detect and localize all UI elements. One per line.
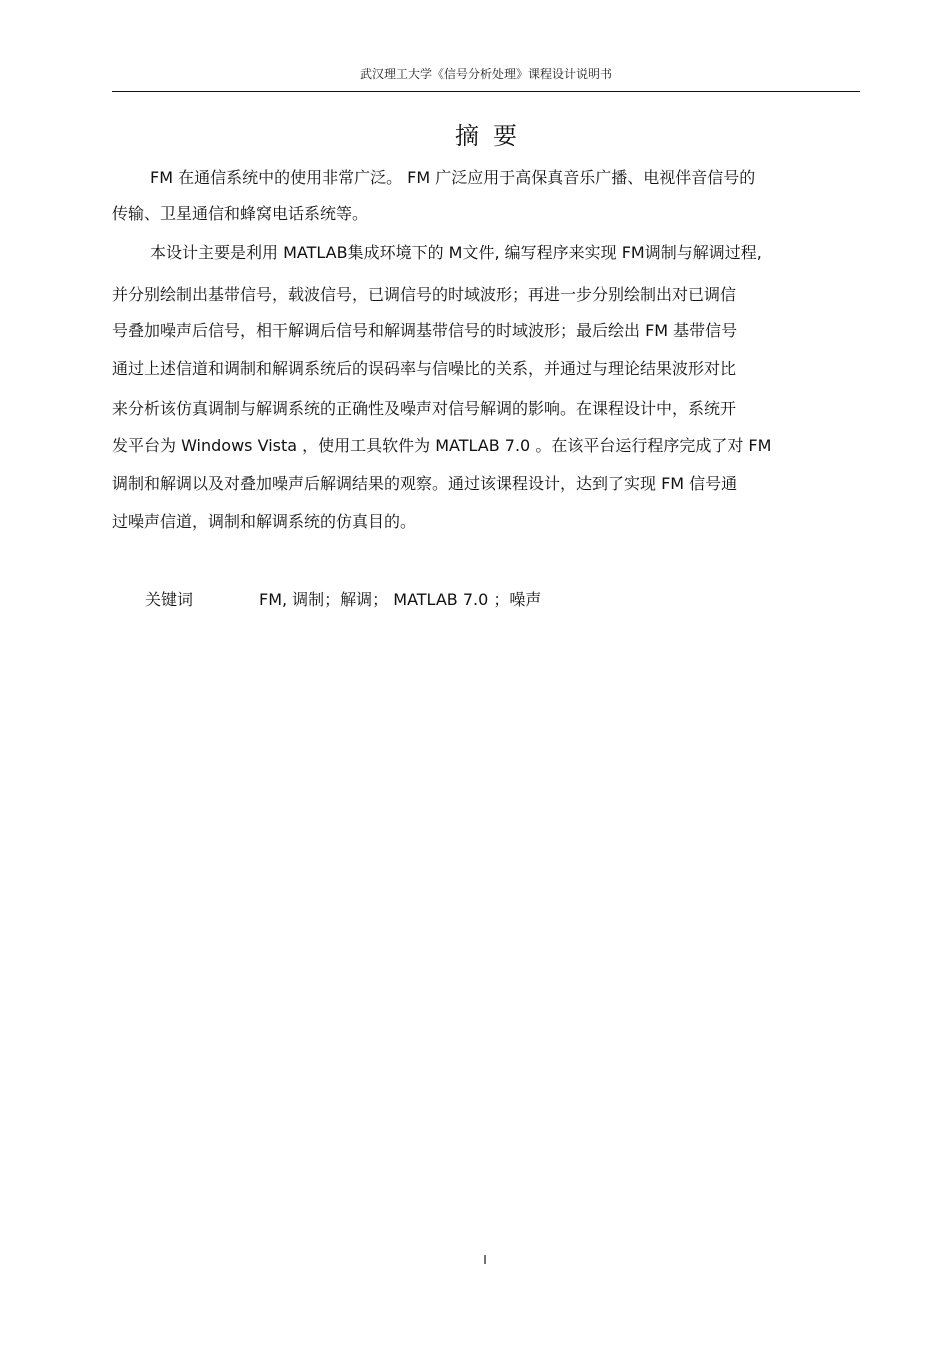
paragraph-1-line-2: 传输、卫星通信和蜂窝电话系统等。 [112,204,369,223]
keywords-label: 关键词 [145,590,194,609]
keywords-line [145,588,845,612]
paragraph-2-line-7: 调制和解调以及对叠加噪声后解调结果的观察。通过该课程设计，达到了实现 FM 信号通 [112,474,738,493]
paragraph-2-line-3: 号叠加噪声后信号，相干解调后信号和解调基带信号的时域波形；最后绘出 FM 基带信号 [112,321,738,340]
page-number: I [483,1253,487,1267]
paragraph-2-line-8: 过噪声信道，调制和解调系统的仿真目的。 [112,512,417,531]
page-header: 武汉理工大学《信号分析处理》课程设计说明书 [112,64,860,92]
keywords-value: FM, 调制；解调； MATLAB 7.0 ；噪声 [259,590,542,609]
paragraph-2-line-5: 来分析该仿真调制与解调系统的正确性及噪声对信号解调的影响。在课程设计中，系统开 [112,399,737,418]
paragraph-2-line-6: 发平台为 Windows Vista ，使用工具软件为 MATLAB 7.0 。在该平台运行程序完成了对 FM [112,436,772,455]
paragraph-1-line-1: FM 在通信系统中的使用非常广泛。 FM 广泛应用于高保真音乐广播、电视伴音信号的 [150,168,756,187]
abstract-title: 摘要 [455,122,531,150]
paragraph-2-line-4: 通过上述信道和调制和解调系统后的误码率与信噪比的关系，并通过与理论结果波形对比 [112,359,737,378]
paragraph-2-line-2: 并分别绘制出基带信号，载波信号，已调信号的时域波形；再进一步分别绘制出对已调信 [112,285,737,304]
paragraph-2-line-1: 本设计主要是利用 MATLAB集成环境下的 M文件, 编写程序来实现 FM调制与解调过程, [150,243,762,262]
